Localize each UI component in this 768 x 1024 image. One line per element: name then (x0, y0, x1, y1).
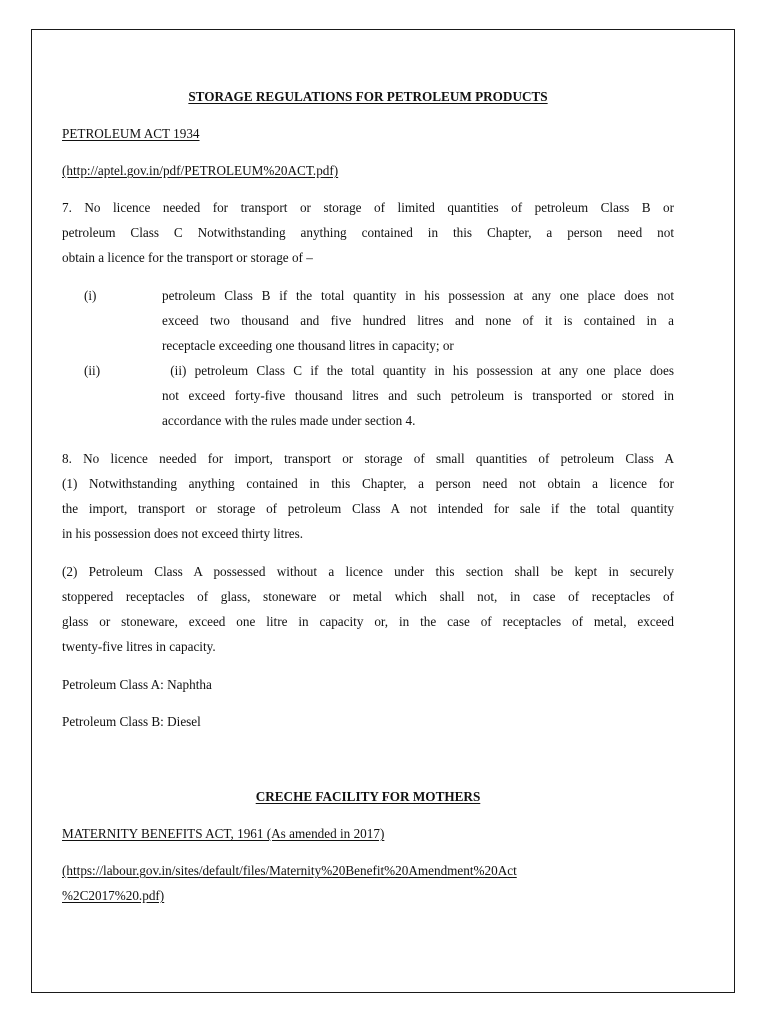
list-item-ii-line: not exceed forty-five thousand litres and such petroleum is transported or stored in (162, 388, 674, 403)
list-item-i-line: receptacle exceeding one thousand litres in capacity; or (162, 338, 454, 353)
para8-line: (1) Notwithstanding anything contained in this Chapter, a person need not obtain a licence for (62, 476, 674, 491)
act-link-maternity-cont[interactable]: %2C2017%20.pdf) (62, 888, 165, 903)
list-item-i-line: petroleum Class B if the total quantity in his possession at any one place does not (162, 288, 674, 303)
para8-2-line: stoppered receptacles of glass, stoneware or metal which shall not, in case of receptacles of (62, 589, 674, 604)
list-item-ii-line: accordance with the rules made under section 4. (162, 413, 416, 428)
act-link-maternity[interactable]: (https://labour.gov.in/sites/default/files/Maternity%20Benefit%20Amendment%20Act (62, 863, 517, 878)
para8-line: in his possession does not exceed thirty litres. (62, 526, 304, 541)
para7-line: obtain a licence for the transport or storage of – (62, 250, 313, 265)
act-link-petroleum[interactable]: (http://aptel.gov.in/pdf/PETROLEUM%20ACT.pdf) (62, 163, 339, 178)
list-marker-ii: (ii) (84, 363, 101, 378)
act-title-maternity: MATERNITY BENEFITS ACT, 1961 (As amended in 2017) (62, 826, 385, 841)
para8-2-line: (2) Petroleum Class A possessed without a licence under this section shall be kept in securely (62, 564, 674, 579)
list-item-i-line: exceed two thousand and five hundred litres and none of it is contained in a (162, 313, 674, 328)
para8-2-line: twenty-five litres in capacity. (62, 639, 216, 654)
para7-line: petroleum Class C Notwithstanding anything contained in this Chapter, a person need not (62, 225, 674, 240)
list-item-ii-line: (ii) petroleum Class C if the total quantity in his possession at any one place does (162, 363, 674, 378)
section-heading-creche: CRECHE FACILITY FOR MOTHERS (255, 789, 481, 804)
class-a-note: Petroleum Class A: Naphtha (62, 677, 212, 692)
para8-line: 8. No licence needed for import, transport or storage of small quantities of petroleum Class A (62, 451, 674, 466)
section-heading-storage: STORAGE REGULATIONS FOR PETROLEUM PRODUCTS (188, 89, 548, 104)
para7-line: 7. No licence needed for transport or storage of limited quantities of petroleum Class B or (62, 200, 674, 215)
list-marker-i: (i) (84, 288, 97, 303)
class-b-note: Petroleum Class B: Diesel (62, 714, 201, 729)
act-title-petroleum: PETROLEUM ACT 1934 (62, 126, 200, 141)
para8-2-line: glass or stoneware, exceed one litre in capacity or, in the case of receptacles of metal, exceed (62, 614, 674, 629)
para8-line: the import, transport or storage of petroleum Class A not intended for sale if the total quantity (62, 501, 674, 516)
